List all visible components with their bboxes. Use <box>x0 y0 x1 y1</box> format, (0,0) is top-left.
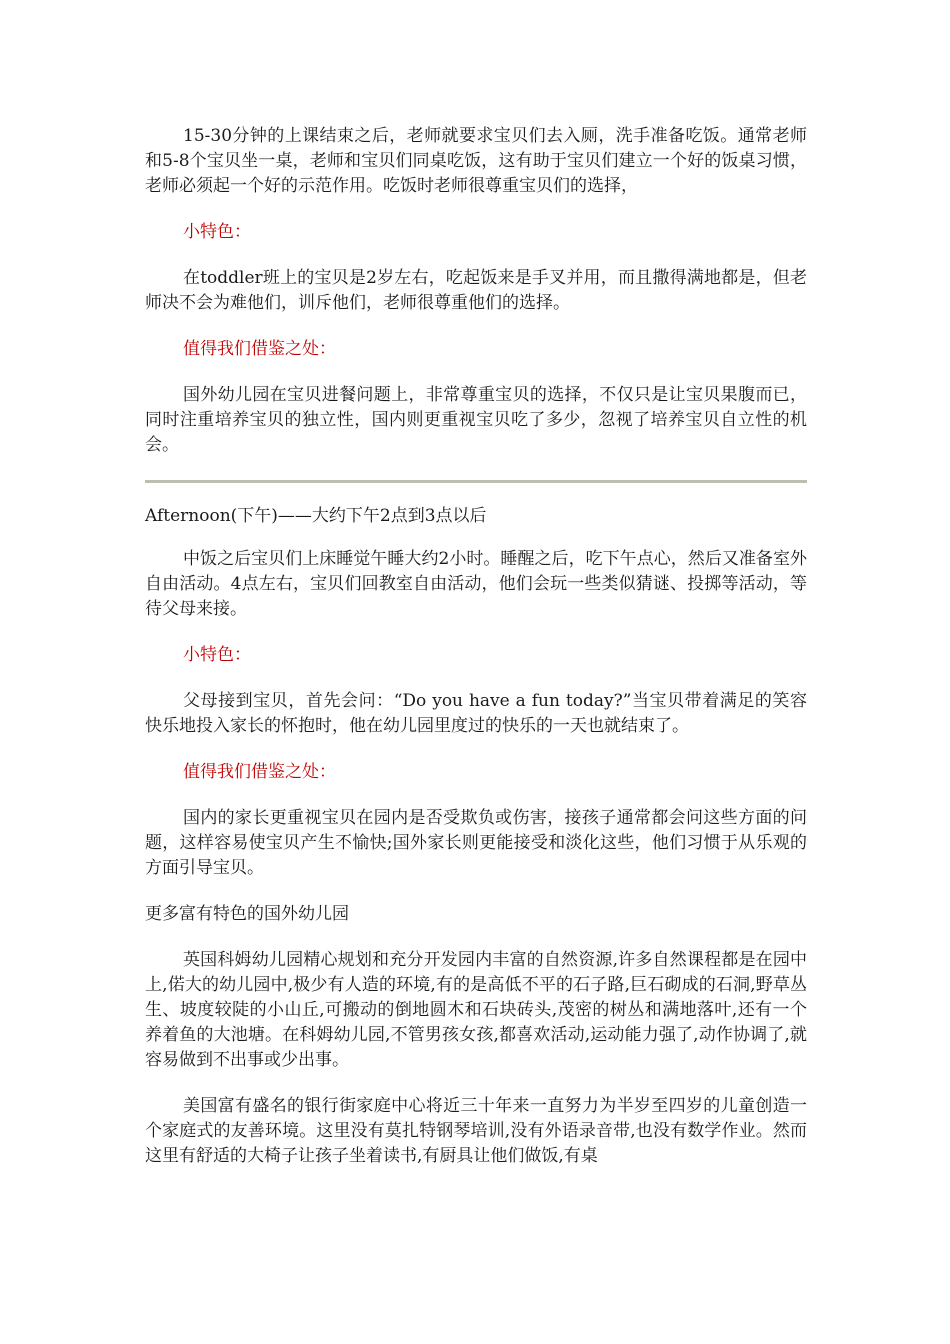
paragraph-lesson: 国外幼儿园在宝贝进餐问题上，非常尊重宝贝的选择，不仅只是让宝贝果腹而已，同时注重培养宝贝的独立性，国内则更重视宝贝吃了多少，忽视了培养宝贝自立性的机会。 <box>145 385 807 455</box>
document-page <box>145 124 807 1169</box>
lesson-heading: 值得我们借鉴之处： <box>183 339 336 359</box>
paragraph-lunch: 15-30分钟的上课结束之后，老师就要求宝贝们去入厕，洗手准备吃饭。通常老师和5-8个宝贝坐一桌，老师和宝贝们同桌吃饭，这有助于宝贝们建立一个好的饭桌习惯，老师必须起一个好的示范作用。吃饭时老师很尊重宝贝们的选择， <box>145 126 807 196</box>
lesson-heading: 值得我们借鉴之处： <box>183 762 336 782</box>
section-title-afternoon: Afternoon(下午)——大约下午2点到3点以后 <box>145 506 487 526</box>
feature-heading: 小特色： <box>183 222 251 242</box>
section-title-more: 更多富有特色的国外幼儿园 <box>145 904 349 924</box>
paragraph-afternoon: 中饭之后宝贝们上床睡觉午睡大约2小时。睡醒之后，吃下午点心，然后又准备室外自由活动。4点左右，宝贝们回教室自由活动，他们会玩一些类似猜谜、投掷等活动，等待父母来接。 <box>145 549 807 619</box>
paragraph-lesson: 国内的家长更重视宝贝在园内是否受欺负或伤害，接孩子通常都会问这些方面的问题，这样容易使宝贝产生不愉快;国外家长则更能接受和淡化这些，他们习惯于从乐观的方面引导宝贝。 <box>145 808 807 878</box>
horizontal-divider <box>145 480 807 483</box>
paragraph-us-kindergarten: 美国富有盛名的银行街家庭中心将近三十年来一直努力为半岁至四岁的儿童创造一个家庭式的友善环境。这里没有莫扎特钢琴培训,没有外语录音带,也没有数学作业。然而这里有舒适的大椅子让孩子坐着读书,有厨具让他们做饭,有桌 <box>145 1096 807 1166</box>
paragraph-feature: 父母接到宝贝，首先会问：“Do you have a fun today?”当宝贝带着满足的笑容快乐地投入家长的怀抱时，他在幼儿园里度过的快乐的一天也就结束了。 <box>145 691 807 736</box>
paragraph-feature: 在toddler班上的宝贝是2岁左右，吃起饭来是手叉并用，而且撒得满地都是，但老师决不会为难他们，训斥他们，老师很尊重他们的选择。 <box>145 268 807 313</box>
paragraph-uk-kindergarten: 英国科姆幼儿园精心规划和充分开发园内丰富的自然资源,许多自然课程都是在园中上,偌大的幼儿园中,极少有人造的环境,有的是高低不平的石子路,巨石砌成的石洞,野草丛生、坡度较陡的小山丘,可搬动的倒地圆木和石块砖头,茂密的树丛和满地落叶,还有一个养着鱼的大池塘。在科姆幼儿园,不管男孩女孩,都喜欢活动,运动能力强了,动作协调了,就容易做到不出事或少出事。 <box>145 950 807 1070</box>
feature-heading: 小特色： <box>183 645 251 665</box>
